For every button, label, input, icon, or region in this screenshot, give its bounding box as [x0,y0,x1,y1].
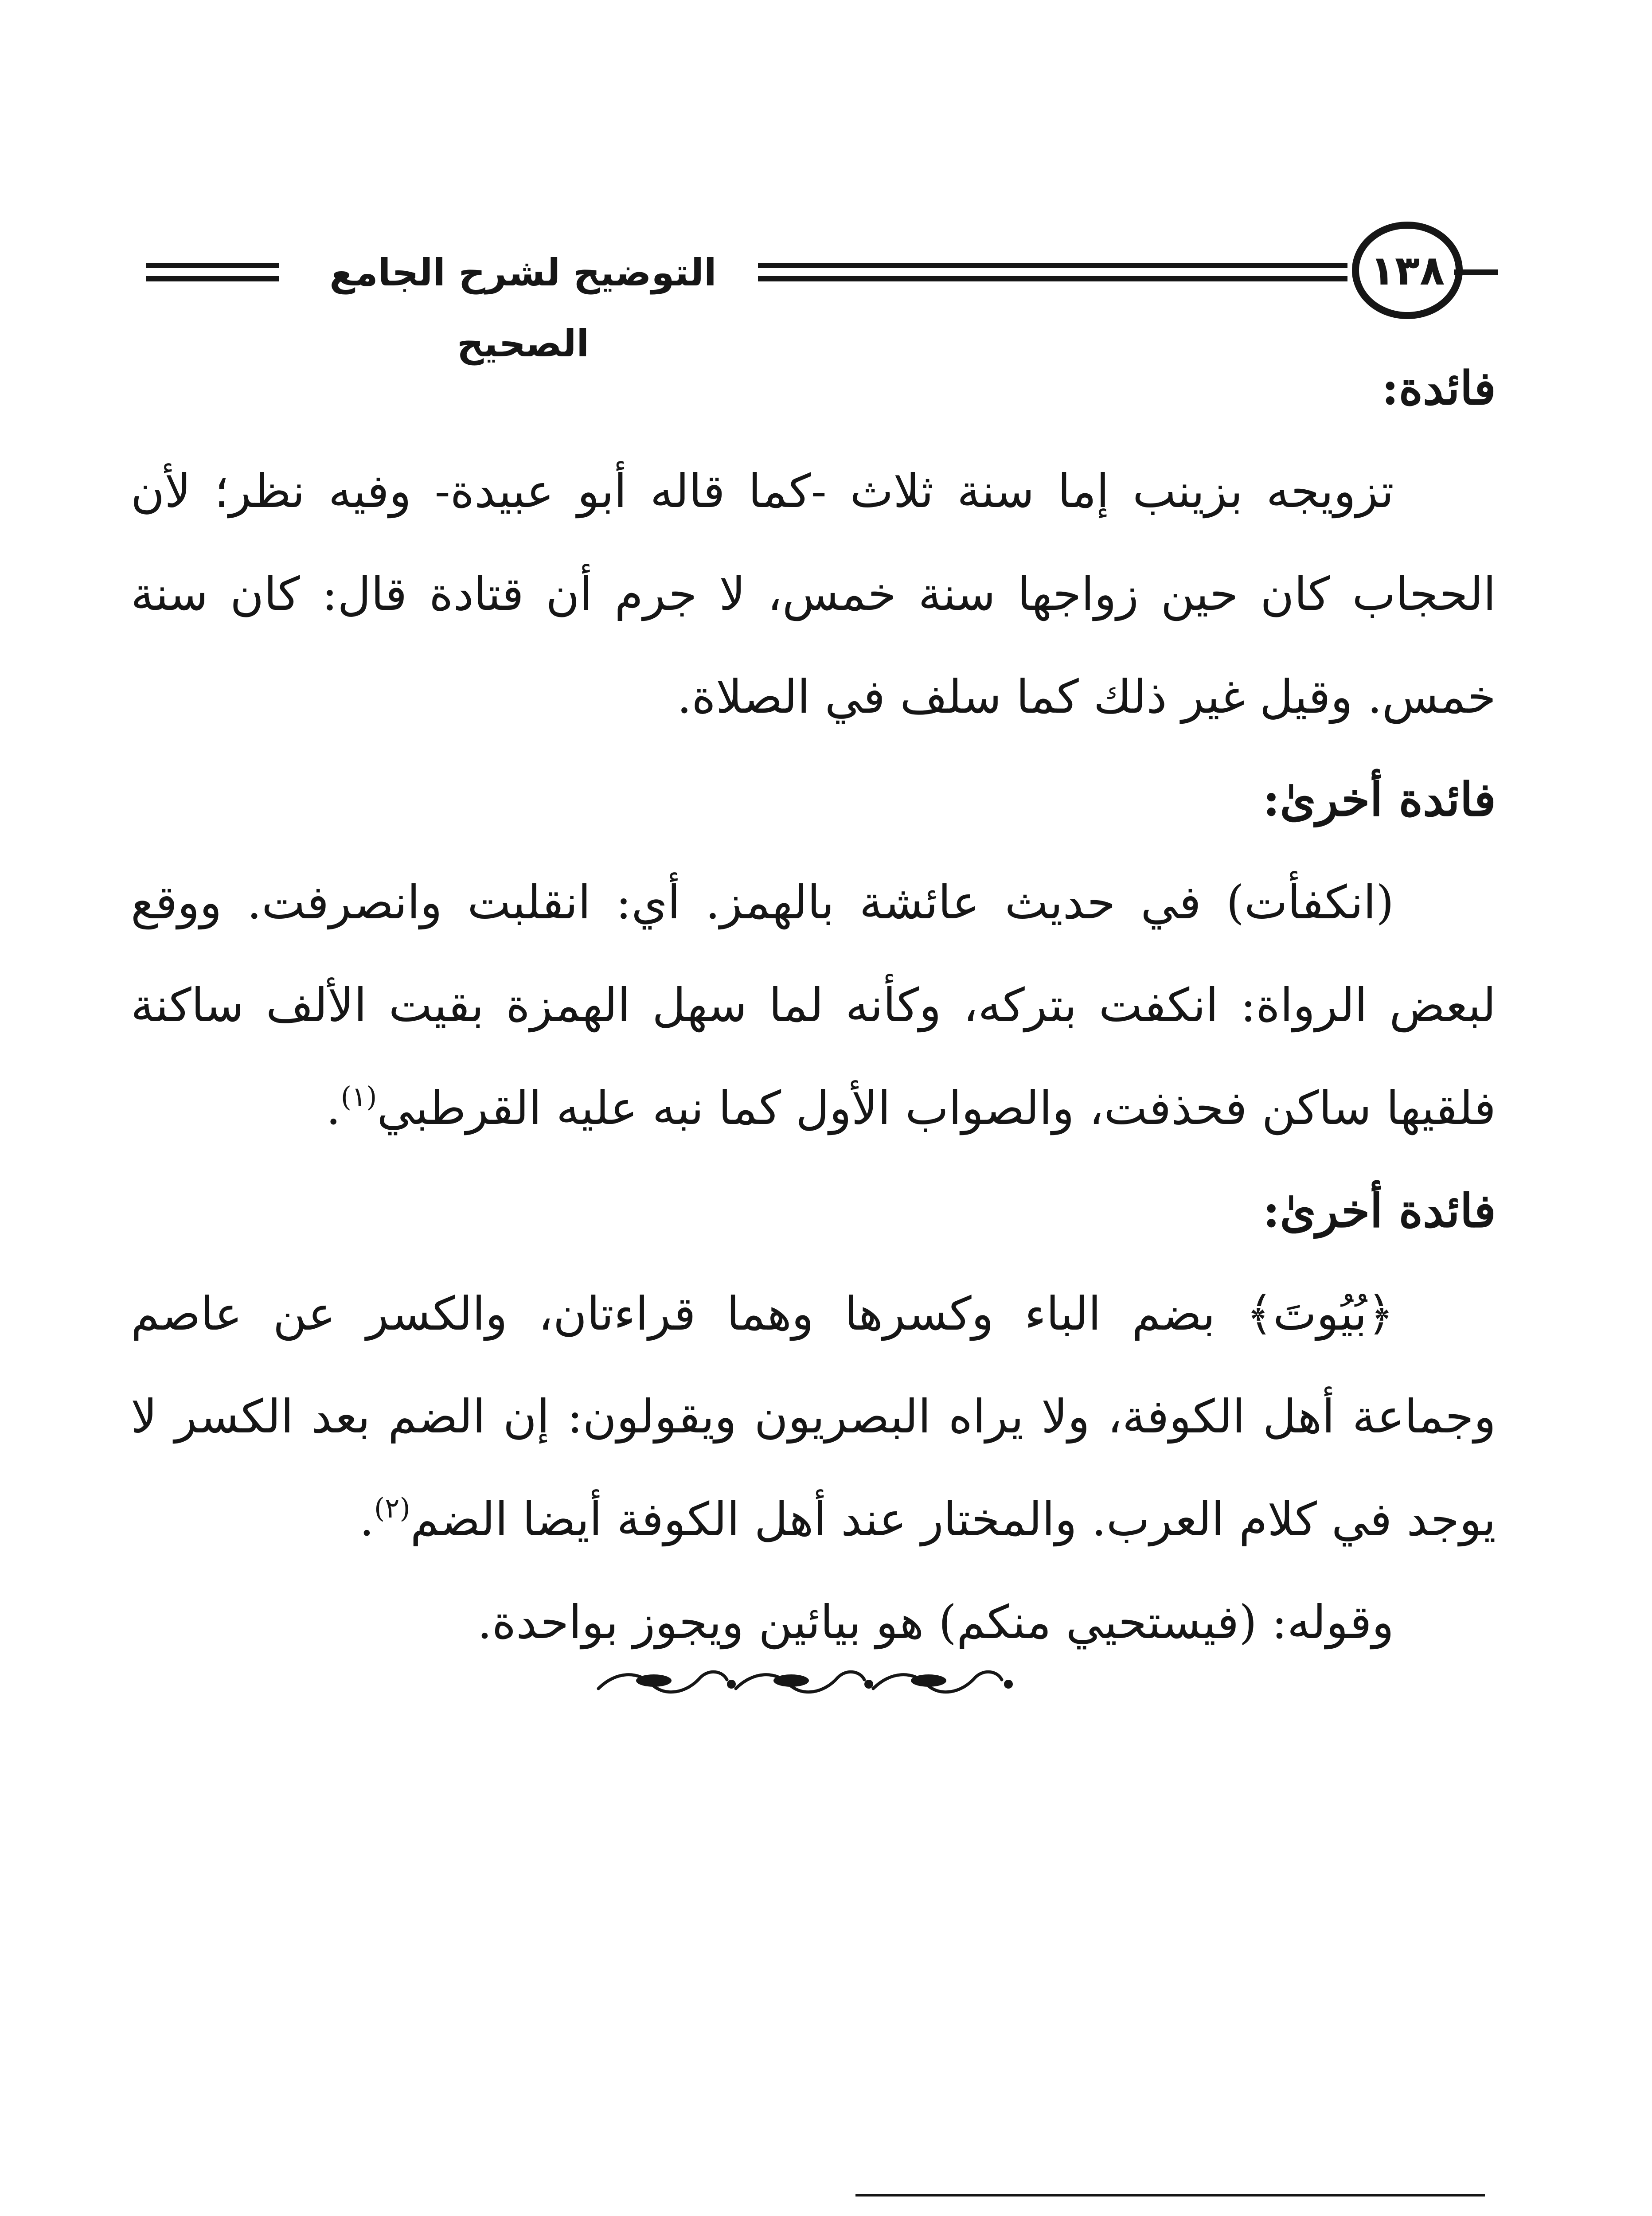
section-heading: فائدة أخرىٰ: [1263,772,1496,827]
header-rule [146,276,279,281]
footnote-ref: (١) [340,1081,377,1113]
page-header [129,213,1498,365]
paragraph [131,851,1496,1159]
section-heading: فائدة: [1382,361,1496,415]
running-title: التوضيح لشرح الجامع الصحيح [329,251,717,365]
header-rule [1454,269,1498,275]
header-rule [758,276,1347,281]
paragraph-end: . [326,1081,341,1135]
footnote-ref: (٢) [374,1492,410,1524]
footnote-separator [855,2194,1485,2196]
paragraph-text: ﴿بُيُوتَ﴾ بضم الباء وكسرها وهما قراءتان، والكسر عن عاصم وجماعة أهل الكوفة، ولا يراه البصريون ويقولون: إن الضم بعد الكسر لا يوجد في كلام العرب. والمختار عند أهل الكوفة أيضا الضم [131,1287,1496,1546]
paragraph [131,1262,1496,1571]
page-number-badge [1352,222,1463,319]
paragraph-text: (انكفأت) في حديث عائشة بالهمز. أي: انقلبت وانصرفت. ووقع لبعض الرواة: انكفت بتركه، وكأنه لما سهل الهمزة بقيت الألف ساكنة فلقيها ساكن فحذفت، والصواب الأول كما نبه عليه القرطبي [131,875,1496,1135]
paragraph: وقوله: (فيستحيي منكم) هو بيائين ويجوز بواحدة. [477,1595,1394,1649]
header-rule [146,263,279,268]
paragraph-end: . [359,1492,374,1546]
main-text [131,337,1496,1674]
ornament-divider-icon [590,1653,1033,1706]
paragraph: تزويجه بزينب إما سنة ثلاث -كما قاله أبو عبيدة- وفيه نظر؛ لأن الحجاب كان حين زواجها سنة خمس، لا جرم أن قتادة قال: كان سنة خمس. وقيل غير ذلك كما سلف في الصلاة. [131,464,1496,724]
header-rule [758,263,1347,268]
page-number: ١٣٨ [1370,246,1445,294]
section-heading: فائدة أخرىٰ: [1263,1183,1496,1238]
